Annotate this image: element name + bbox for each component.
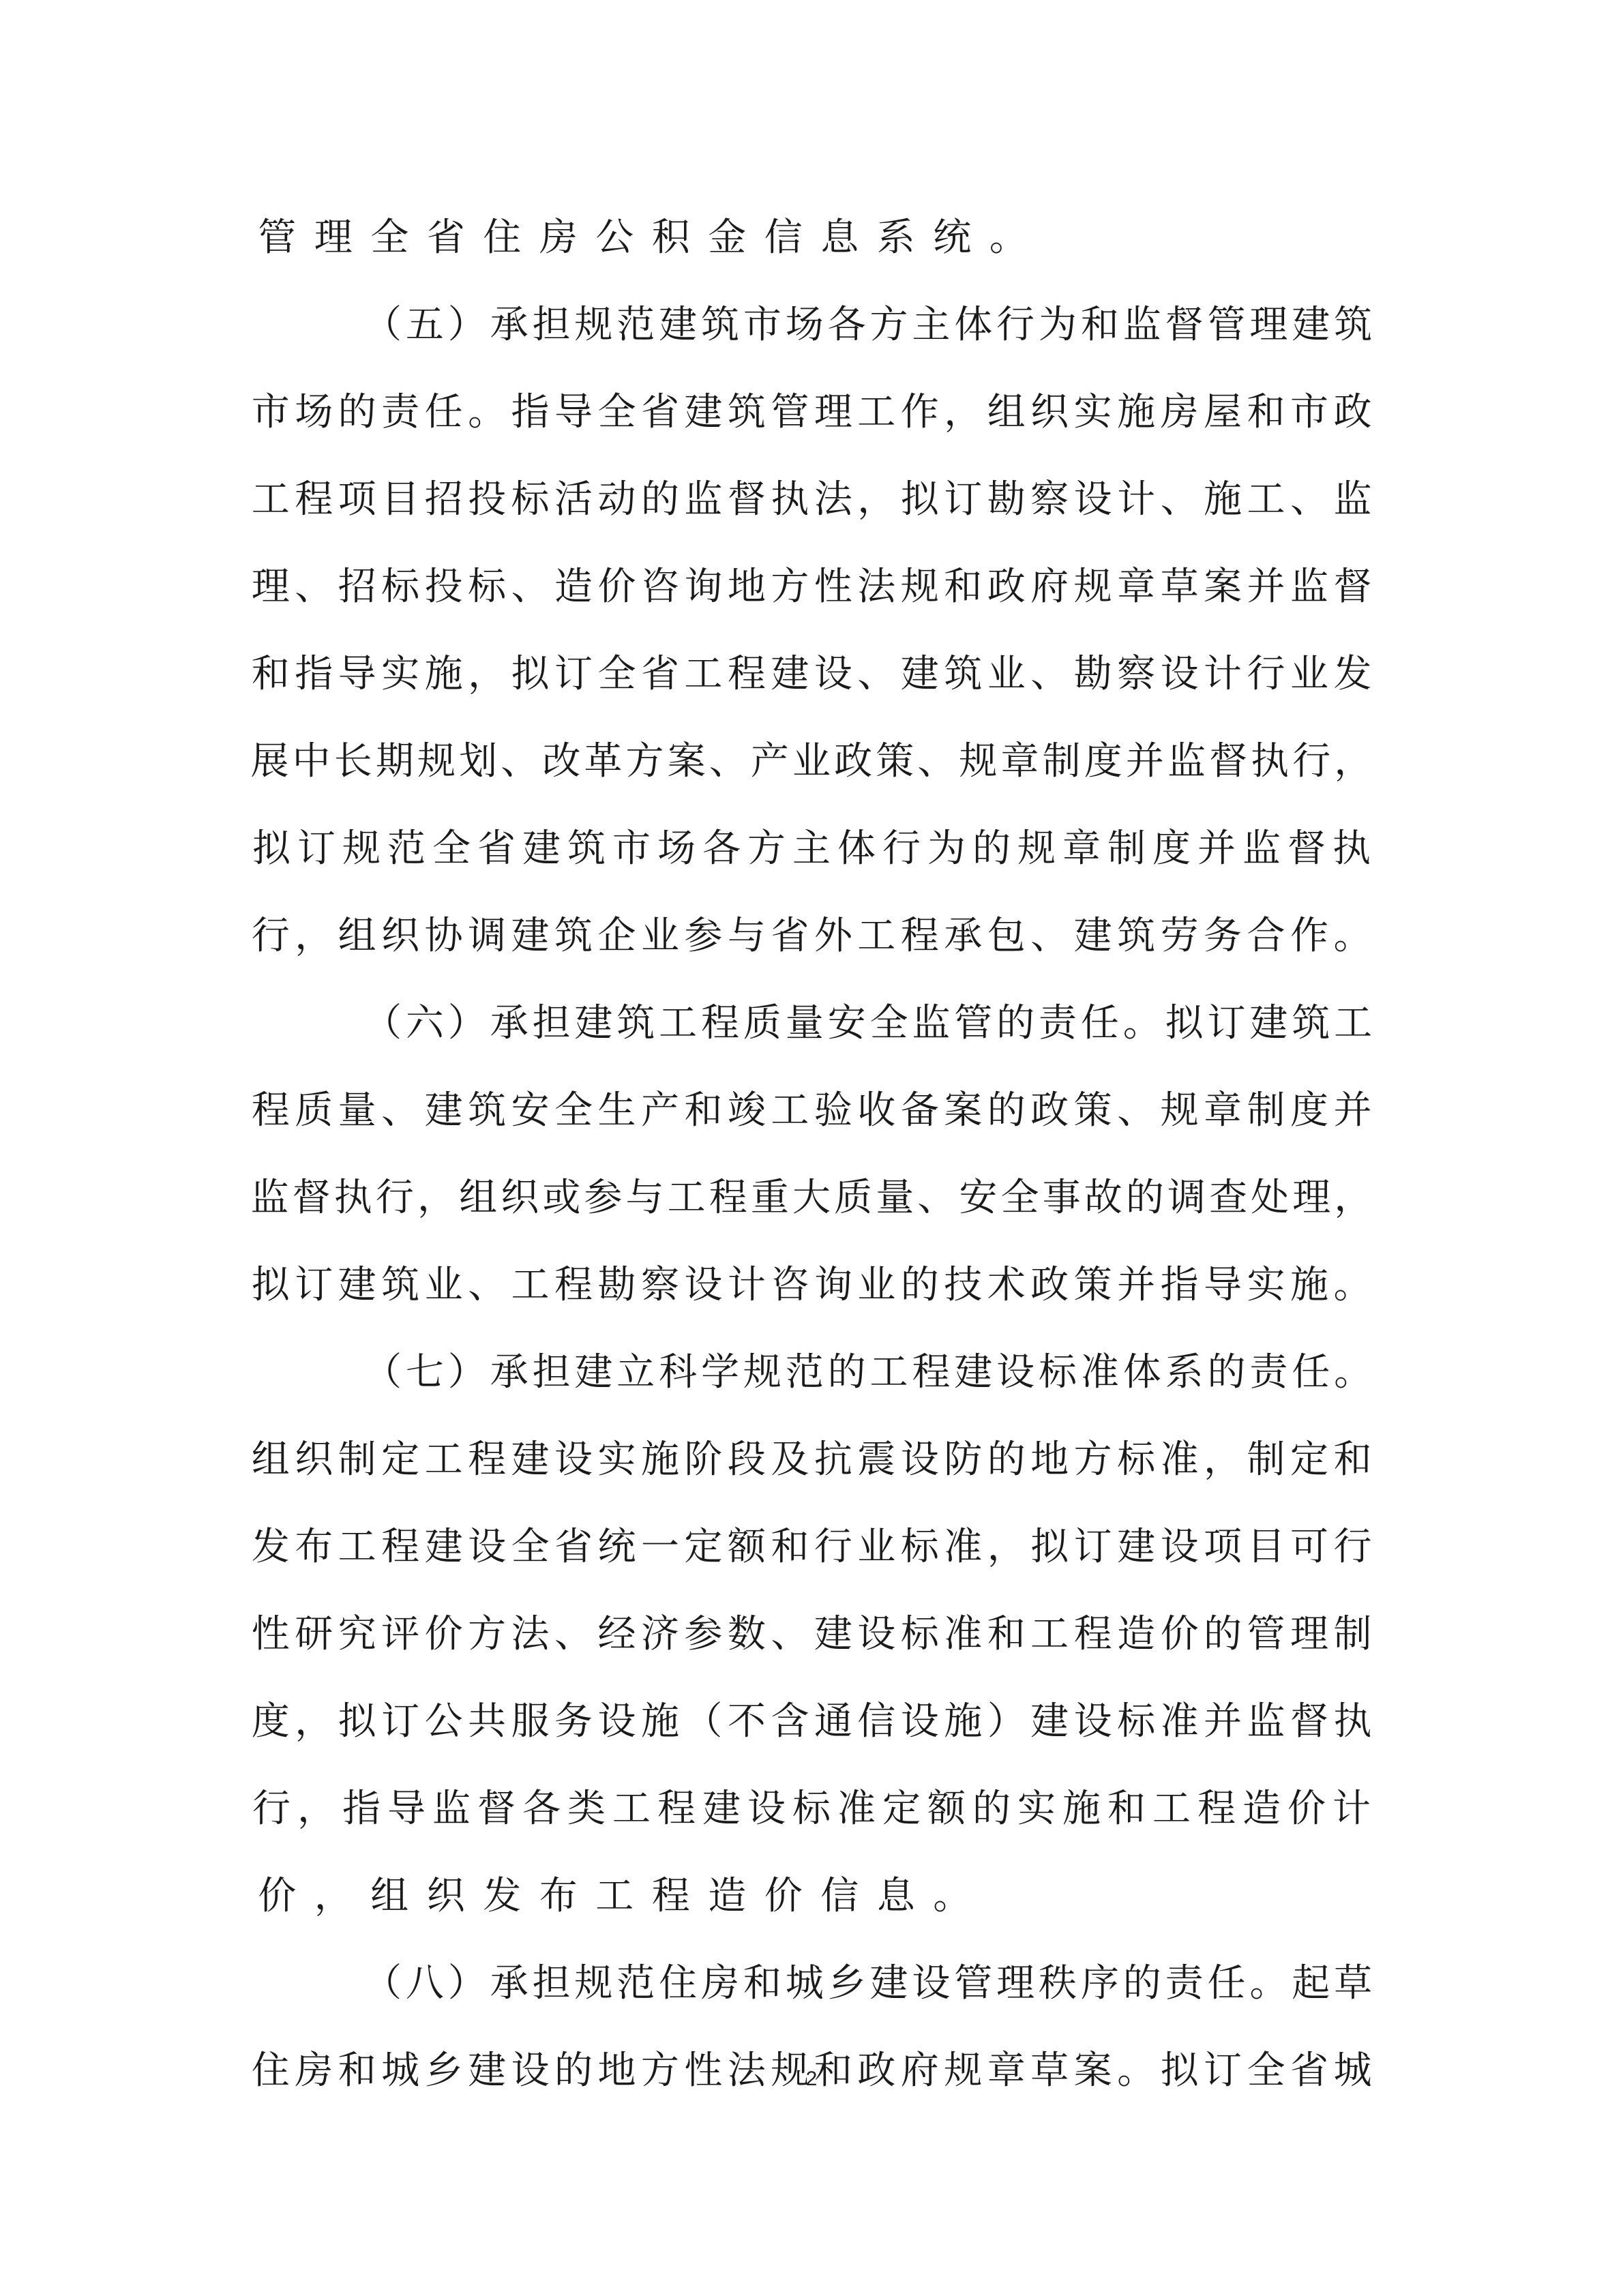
text-line: 度 ， 拟 订 公 共 服 务 设 施 （ 不 含 通 信 设 施 ） 建 设 标 准 并 监 督 执 xyxy=(251,1699,1372,1744)
text-line: 展 中 长 期 规 划 、 改 革 方 案 、 产 业 政 策 、 规 章 制 度 并 监 督 执 行 ， xyxy=(250,739,1373,784)
text-line: 组 织 制 定 工 程 建 设 实 施 阶 段 及 抗 震 设 防 的 地 方 标 准 ， 制 定 和 xyxy=(251,1437,1372,1482)
text-line: （ 七 ） 承 担 建 立 科 学 规 范 的 工 程 建 设 标 准 体 系 的 责 任 。 xyxy=(363,1350,1373,1395)
text-line: （ 八 ） 承 担 规 范 住 房 和 城 乡 建 设 管 理 秩 序 的 责 任 。 起 草 xyxy=(363,1961,1373,2006)
text-line: 行 ， 指 导 监 督 各 类 工 程 建 设 标 准 定 额 的 实 施 和 工 程 造 价 计 xyxy=(252,1787,1371,1831)
text-line: 和 指 导 实 施 ， 拟 订 全 省 工 程 建 设 、 建 筑 业 、 勘 察 设 计 行 业 发 xyxy=(251,652,1372,696)
text-line: 拟 订 建 筑 业 、 工 程 勘 察 设 计 咨 询 业 的 技 术 政 策 并 指 导 实 施 。 xyxy=(251,1263,1372,1307)
page-number: 2 xyxy=(805,2068,818,2090)
text-line: 价 ， 组 织 发 布 工 程 造 价 信 息 。 xyxy=(258,1874,972,1918)
text-line: 住 房 和 城 乡 建 设 的 地 方 性 法 规 和 政 府 规 章 草 案 。 拟 订 全 省 城 xyxy=(251,2048,1372,2093)
text-line: 管 理 全 省 住 房 公 积 金 信 息 系 统 。 xyxy=(258,215,1028,260)
text-line: 市 场 的 责 任 。 指 导 全 省 建 筑 管 理 工 作 ， 组 织 实 施 房 屋 和 市 政 xyxy=(251,390,1372,434)
text-line: （ 五 ） 承 担 规 范 建 筑 市 场 各 方 主 体 行 为 和 监 督 管 理 建 筑 xyxy=(363,303,1373,347)
text-line: 理 、 招 标 投 标 、 造 价 咨 询 地 方 性 法 规 和 政 府 规 章 草 案 并 监 督 xyxy=(251,565,1372,609)
text-line: 行 ， 组 织 协 调 建 筑 企 业 参 与 省 外 工 程 承 包 、 建 筑 劳 务 合 作 。 xyxy=(251,914,1372,958)
text-line: 发 布 工 程 建 设 全 省 统 一 定 额 和 行 业 标 准 ， 拟 订 建 设 项 目 可 行 xyxy=(251,1525,1372,1569)
text-line: 性 研 究 评 价 方 法 、 经 济 参 数 、 建 设 标 准 和 工 程 造 价 的 管 理 制 xyxy=(251,1612,1372,1656)
text-line: 工 程 项 目 招 投 标 活 动 的 监 督 执 法 ， 拟 订 勘 察 设 计 、 施 工 、 监 xyxy=(251,477,1372,522)
text-line: 程 质 量 、 建 筑 安 全 生 产 和 竣 工 验 收 备 案 的 政 策 、 规 章 制 度 并 xyxy=(251,1088,1372,1133)
text-line: 拟 订 规 范 全 省 建 筑 市 场 各 方 主 体 行 为 的 规 章 制 度 并 监 督 执 xyxy=(252,826,1371,871)
text-line: （ 六 ） 承 担 建 筑 工 程 质 量 安 全 监 管 的 责 任 。 拟 订 建 筑 工 xyxy=(363,1001,1373,1045)
text-line: 监 督 执 行 ， 组 织 或 参 与 工 程 重 大 质 量 、 安 全 事 故 的 调 查 处 理 ， xyxy=(250,1176,1373,1220)
